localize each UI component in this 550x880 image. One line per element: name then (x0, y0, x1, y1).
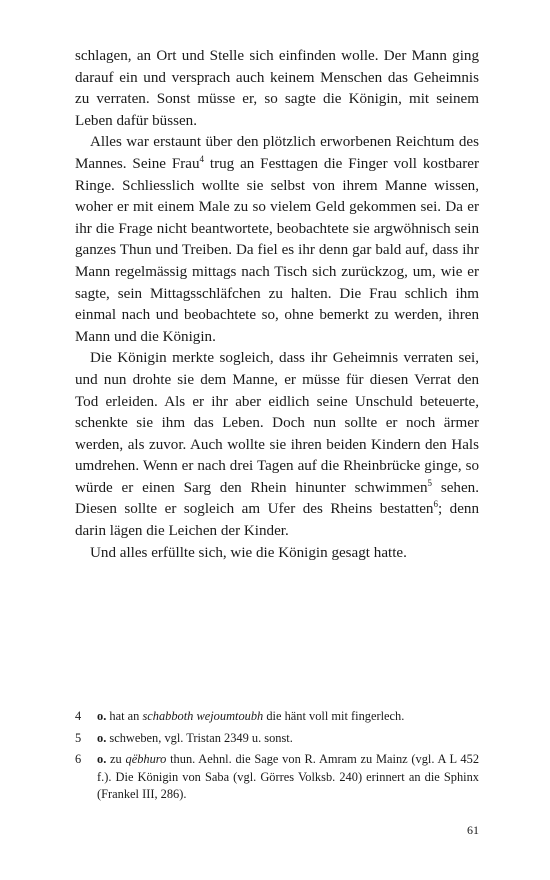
footnote-ref-6[interactable]: 6 (433, 499, 438, 510)
footnote-text-part: die hänt voll mit fingerlech. (263, 709, 405, 723)
footnote-text-part: hat an (106, 709, 143, 723)
paragraph-2-part-b: trug an Festtagen die Finger voll kostbarer Ringe. Schliesslich wollte sie selbst von ihrem Manne wissen, woher er mit einem Male zu so vielem Geld gekommen sei. Da er ihr die Frage nicht beantwortete, beobachtete sie argwöhnisch sein ganzes Thun und Treiben. Da fiel es ihr denn gar bald auf, dass ihr Mann regelmässig mittags nach Tisch sich zurückzog, um, wie er sagte, sein Mittagsschläfchen zu halten. Die Frau schlich ihm einmal nach und beobachtete so, ohne bemerkt zu werden, ihren Mann und die Königin. (75, 155, 480, 345)
footnote-lead: o. (97, 709, 107, 723)
page-number: 61 (467, 823, 479, 837)
footnotes (75, 708, 479, 808)
footnote-italic: qëbhuro (125, 752, 167, 766)
footnote-5 (75, 730, 479, 748)
footnote-lead: o. (97, 752, 107, 766)
footnote-text (97, 730, 479, 748)
footnote-number: 4 (75, 709, 82, 723)
paragraph-3-part-b: sehen. Diesen sollte er sogleich am Ufer des Rheins bestatten (75, 479, 479, 518)
footnote-lead: o. (97, 730, 107, 745)
footnote-ref-5[interactable]: 5 (427, 477, 433, 488)
footnote-italic: schabboth wejoumtoubh (142, 709, 264, 723)
footnote-text (97, 708, 479, 726)
paragraph-3 (75, 348, 479, 542)
footnote-text (97, 751, 479, 804)
footnote-text-part: thun. Aehnl. die Sage von R. Amram zu Mainz (vgl. A L 452 f.). Die Königin von Saba (vgl. Görres Volksb. 240) erinnert an die Sphinx (Frankel III, 286). (97, 752, 480, 801)
paragraph-3-part-c: ; denn darin lägen die Leichen der Kinder. (75, 501, 479, 540)
footnote-text-part: zu (106, 752, 126, 766)
paragraph-3-part-a: Die Königin merkte sogleich, dass ihr Geheimnis verraten sei, und nun drohte sie dem Manne, er müsse für diesen Verrat den Tod erleiden. Als er ihr aber eidlich seine Unschuld beteuerte, schenkte sie ihm das Leben. Doch nun sollte er noch ärmer werden, als zuvor. Auch wollte sie ihren beiden Kindern den Hals umdrehen. Wenn er nach drei Tagen auf die Rheinbrücke ginge, so würde er einen Sarg den Rhein hinunter schwimmen (75, 350, 479, 496)
paragraph-2-part-a: Alles war erstaunt über den plötzlich erworbenen Reichtum des Mannes. Seine Frau (75, 134, 479, 172)
footnote-number: 5 (75, 730, 82, 745)
footnote-text-part: schweben, vgl. Tristan 2349 u. sonst. (106, 730, 293, 745)
paragraph-1: schlagen, an Ort und Stelle sich einfinden wolle. Der Mann ging darauf ein und versprach auch keinem Menschen das Geheimnis zu verraten. Sonst müsse er, so sagte die Königin, mit seinem Leben dafür büssen. (75, 48, 479, 129)
paragraph-2 (75, 132, 479, 348)
footnote-ref-4[interactable]: 4 (199, 153, 205, 164)
paragraph-4: Und alles erfüllte sich, wie die Königin gesagt hatte. (90, 544, 407, 561)
footnote-number: 6 (75, 752, 82, 766)
footnote-4 (75, 708, 479, 726)
main-text (75, 46, 479, 564)
footnote-6 (75, 751, 479, 804)
